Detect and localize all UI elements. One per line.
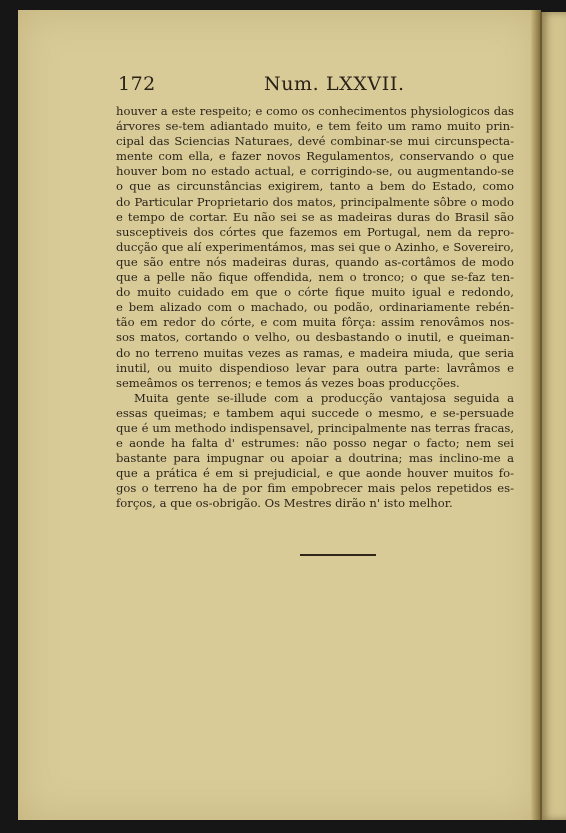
text-line: do Particular Proprietario dos matos, principalmente sôbre o modo	[116, 194, 514, 209]
text-line: mente com ella, e fazer novos Regulamentos, conservando o que	[116, 149, 514, 164]
body-text	[116, 104, 514, 512]
text-line: que é um methodo indispensavel, principalmente nas terras fracas,	[116, 420, 514, 435]
text-line: sos matos, cortando o velho, ou desbastando o inutil, e queiman-	[116, 330, 514, 345]
text-line: do muito cuidado em que o córte fique muito igual e redondo,	[116, 285, 514, 300]
text-line: que a prática é em si prejudicial, e que aonde houver muitos fo-	[116, 466, 514, 481]
text-line: tão em redor do córte, e com muita fôrça: assim renovâmos nos-	[116, 315, 514, 330]
text-line: inutil, ou muito dispendioso levar para outra parte: lavrâmos e	[116, 360, 514, 375]
section-rule	[300, 554, 376, 556]
page-number: 172	[118, 73, 156, 95]
text-line: forços, a que os-obrigão. Os Mestres dirão n' isto melhor.	[116, 496, 453, 511]
text-line: que são entre nós madeiras duras, quando as-cortâmos de modo	[116, 254, 514, 269]
page-header	[118, 73, 518, 97]
text-line: gos o terreno ha de por fim empobrecer mais pelos repetidos es-	[116, 481, 514, 496]
text-line: bastante para impugnar ou apoiar a doutrina; mas inclino-me a	[116, 451, 514, 466]
text-line: do no terreno muitas vezes as ramas, e madeira miuda, que seria	[116, 345, 514, 360]
text-line: semeâmos os terrenos; e temos ás vezes boas producções.	[116, 375, 460, 390]
text-line: árvores se-tem adiantado muito, e tem feito um ramo muito prin-	[116, 119, 514, 134]
text-line: o que as circunstâncias exigirem, tanto a bem do Estado, como	[116, 179, 514, 194]
text-line: essas queimas; e tambem aqui succede o mesmo, e se-persuade	[116, 405, 514, 420]
text-line: ducção que alí experimentámos, mas sei que o Azinho, e Sovereiro,	[116, 239, 514, 254]
text-line: cipal das Sciencias Naturaes, devé combinar-se mui circunspecta-	[116, 134, 514, 149]
text-line: houver a este respeito; e como os conhecimentos physiologicos das	[116, 104, 514, 118]
running-title: Num. LXXVII.	[264, 73, 405, 95]
text-line: susceptiveis dos córtes que fazemos em Portugal, nem da repro-	[116, 224, 514, 239]
text-line: que a pelle não fique offendida, nem o tronco; o que se-faz ten-	[116, 270, 514, 285]
facing-page-edge	[540, 12, 566, 820]
text-line: e aonde ha falta d' estrumes: não posso negar o facto; nem sei	[116, 436, 514, 451]
text-line: Muita gente se-illude com a producção vantajosa seguida a	[134, 390, 514, 405]
text-line: e tempo de cortar. Eu não sei se as madeiras duras do Brasil são	[116, 209, 514, 224]
text-line: houver bom no estado actual, e corrigindo-se, ou augmentando-se	[116, 164, 514, 179]
text-line: e bem alizado com o machado, ou podão, ordinariamente rebén-	[116, 300, 514, 315]
